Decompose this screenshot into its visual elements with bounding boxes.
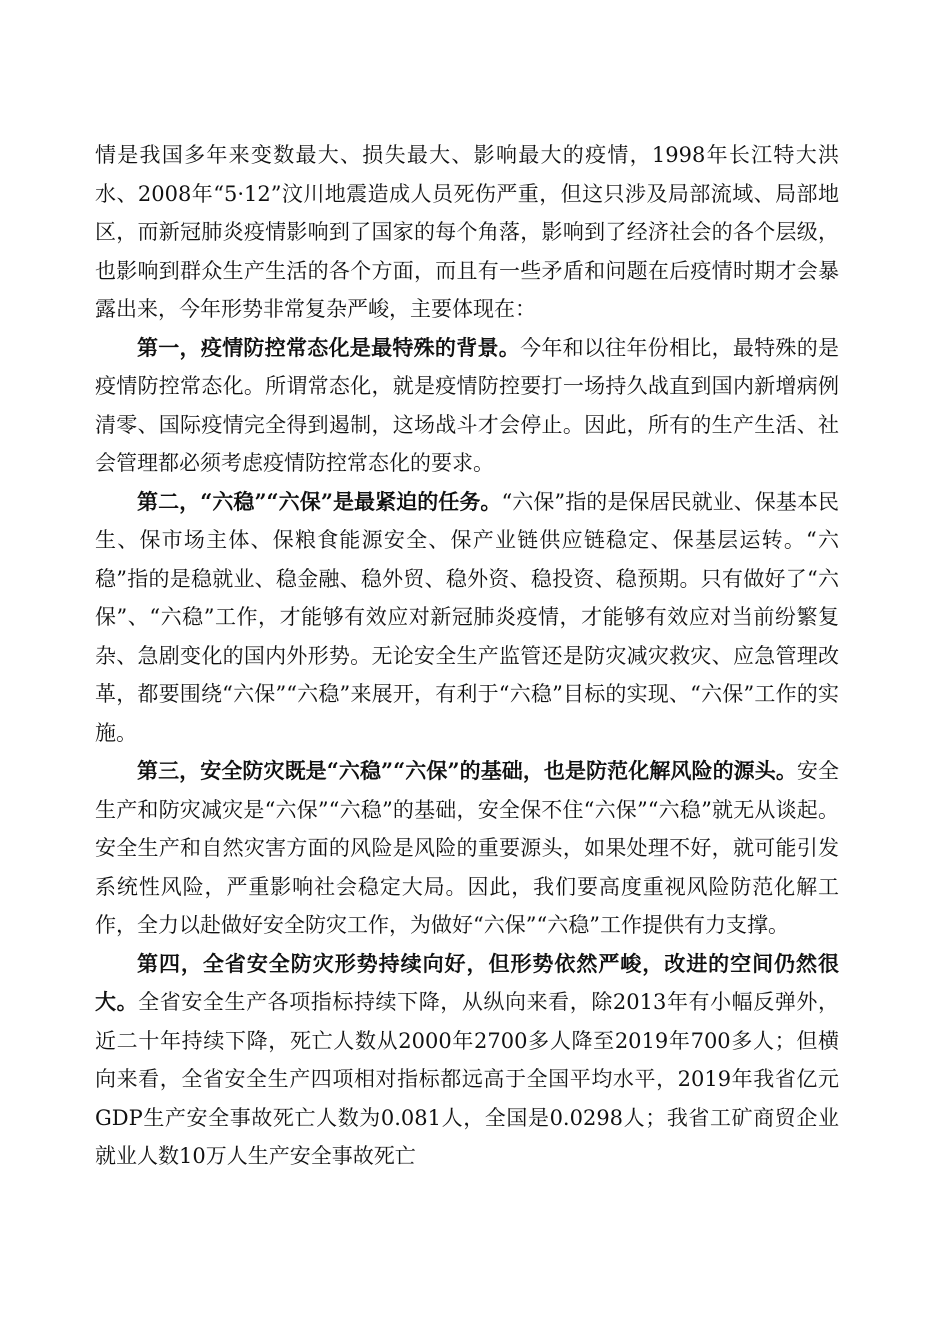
paragraph-point-2 (95, 483, 839, 753)
paragraph-intro (95, 136, 839, 329)
paragraph-point-3 (95, 752, 839, 945)
document-page (95, 136, 839, 1176)
paragraph-lead: 第二，“六稳”“六保”是最紧迫的任务。 (137, 488, 502, 514)
paragraph-text: 全省安全生产各项指标持续下降，从纵向来看，除2013年有小幅反弹外，近二十年持续下降，死亡人数从2000年2700多人降至2019年700多人；但横向来看，全省安全生产四项相对指标都远高于全国平均水平，2019年我省亿元GDP生产安全事故死亡人数为0.081人，全国是0.0298人；我省工矿商贸企业就业人数10万人生产安全事故死亡 (95, 990, 840, 1168)
paragraph-point-4 (95, 945, 839, 1176)
paragraph-text: “六保”指的是保居民就业、保基本民生、保市场主体、保粮食能源安全、保产业链供应链稳定、保基层运转。“六稳”指的是稳就业、稳金融、稳外贸、稳外资、稳投资、稳预期。只有做好了“六保”、“六稳”工作，才能够有效应对新冠肺炎疫情，才能够有效应对当前纷繁复杂、急剧变化的国内外形势。无论安全生产监管还是防灾减灾救灾、应急管理改革，都要围绕“六保”“六稳”来展开，有利于“六稳”目标的实现、“六保”工作的实施。 (95, 489, 839, 745)
paragraph-point-1 (95, 329, 839, 483)
paragraph-text: 安全生产和防灾减灾是“六保”“六稳”的基础，安全保不住“六保”“六稳”就无从谈起。安全生产和自然灾害方面的风险是风险的重要源头，如果处理不好，就可能引发系统性风险，严重影响社会稳定大局。因此，我们要高度重视风险防范化解工作，全力以赴做好安全防灾工作，为做好“六保”“六稳”工作提供有力支撑。 (95, 759, 839, 937)
paragraph-text: 情是我国多年来变数最大、损失最大、影响最大的疫情，1998年长江特大洪水、2008年“5·12”汶川地震造成人员死伤严重，但这只涉及局部流域、局部地区，而新冠肺炎疫情影响到了国家的每个角落，影响到了经济社会的各个层级，也影响到群众生产生活的各个方面，而且有一些矛盾和问题在后疫情时期才会暴露出来，今年形势非常复杂严峻，主要体现在： (95, 143, 839, 321)
paragraph-lead: 第四，全省安全防灾形势持续向好，但形势依然严峻，改进的空间仍然很大。 (95, 950, 839, 1014)
paragraph-lead: 第一，疫情防控常态化是最特殊的背景。 (137, 334, 521, 360)
paragraph-lead: 第三，安全防灾既是“六稳”“六保”的基础，也是防范化解风险的源头。 (137, 758, 797, 783)
paragraph-text: 今年和以往年份相比，最特殊的是疫情防控常态化。所谓常态化，就是疫情防控要打一场持久战直到国内新增病例清零、国际疫情完全得到遏制，这场战斗才会停止。因此，所有的生产生活、社会管理都必须考虑疫情防控常态化的要求。 (95, 335, 839, 475)
